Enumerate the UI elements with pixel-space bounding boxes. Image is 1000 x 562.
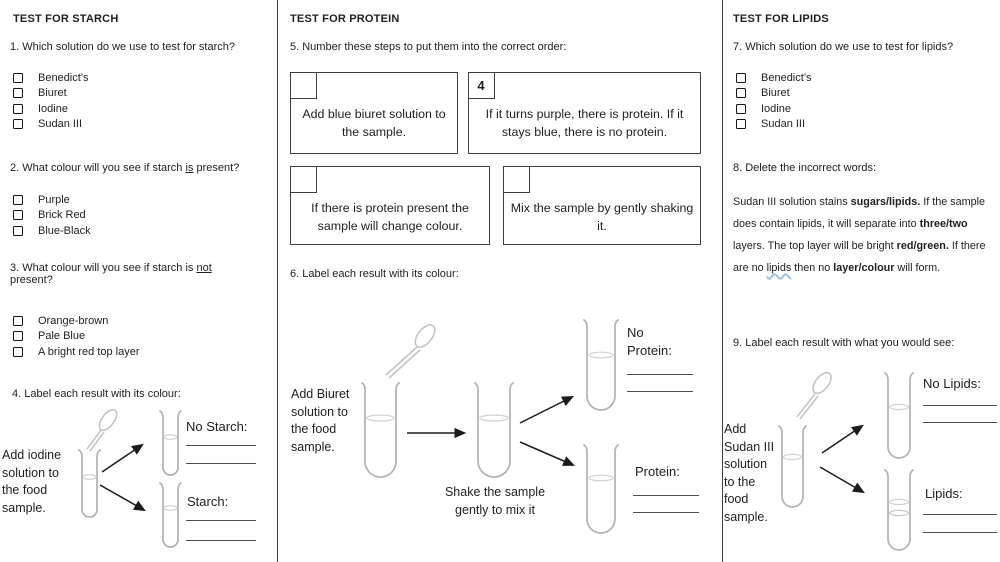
option-label: Purple — [38, 193, 70, 206]
option-row — [736, 70, 812, 86]
option-label: Sudan III — [38, 118, 83, 131]
question-1: 1. Which solution do we use to test for starch? — [10, 41, 236, 53]
question-3: 3. What colour will you see if starch is not present? — [10, 262, 212, 286]
answer-line[interactable] — [923, 514, 997, 515]
answer-line[interactable] — [186, 445, 256, 446]
test-tube — [584, 445, 618, 533]
question-2: 2. What colour will you see if starch is present? — [10, 162, 240, 174]
answer-line[interactable] — [923, 422, 997, 423]
starch-instruction: Add iodine solution to the food sample. — [2, 448, 62, 515]
question-6: 6. Label each result with its colour: — [290, 268, 459, 280]
step-text: Add blue biuret solution to the sample. — [302, 107, 446, 139]
option-label: Iodine — [38, 102, 68, 115]
option-label: Blue-Black — [38, 224, 91, 237]
answer-line[interactable] — [627, 391, 693, 392]
option-row — [736, 86, 812, 102]
question-3-options — [13, 313, 140, 360]
section-title-starch: TEST FOR STARCH — [13, 13, 119, 25]
test-tube — [475, 383, 513, 477]
order-number-field[interactable] — [503, 166, 530, 193]
option-row — [13, 223, 91, 239]
pipette-icon — [386, 321, 439, 378]
question-8: 8. Delete the incorrect words: — [733, 162, 877, 174]
test-tube — [160, 411, 181, 475]
question-8-paragraph: Sudan III solution stains sugars/lipids. If the sample does contain lipids, it will separate into three/two layers. The top layer will be bright red/green. If there are no lipids then no layer/colour will form. — [733, 196, 986, 274]
arrow — [820, 426, 863, 492]
checkbox-icon[interactable] — [736, 73, 746, 83]
option-label: Biuret — [38, 87, 67, 100]
question-2-options — [13, 192, 91, 239]
checkbox-icon[interactable] — [13, 73, 23, 83]
option-row — [13, 208, 91, 224]
option-label: Sudan III — [761, 118, 806, 131]
protein-instruction: Add Biuret solution to the food sample. — [291, 387, 350, 454]
spellcheck-underline: lipids — [766, 262, 792, 274]
question-5: 5. Number these steps to put them into the correct order: — [290, 41, 567, 53]
checkbox-icon[interactable] — [13, 331, 23, 341]
checkbox-icon[interactable] — [13, 88, 23, 98]
step-text: Mix the sample by gently shaking it. — [510, 201, 694, 233]
option-label: Benedict’s — [761, 71, 812, 84]
checkbox-icon[interactable] — [13, 104, 23, 114]
lipids-label: Lipids: — [925, 486, 963, 501]
starch-label: Starch: — [187, 494, 229, 509]
option-label: Orange-brown — [38, 314, 109, 327]
question-7-options — [736, 70, 812, 132]
test-tube — [362, 383, 399, 477]
option-row — [13, 70, 89, 86]
checkbox-icon[interactable] — [736, 104, 746, 114]
no-starch-label: No Starch: — [186, 419, 248, 434]
option-row — [13, 101, 89, 117]
lipids-instruction: Add Sudan III solution to the food sample. — [724, 422, 775, 524]
option-label: Biuret — [761, 87, 790, 100]
option-row — [736, 117, 812, 133]
answer-line[interactable] — [633, 512, 699, 513]
test-tube — [584, 320, 618, 410]
option-row — [13, 117, 89, 133]
order-number-field[interactable]: 4 — [468, 72, 495, 99]
section-title-lipids: TEST FOR LIPIDS — [733, 13, 829, 25]
shake-label: Shake the sample gently to mix it — [444, 485, 546, 517]
pipette-icon — [797, 370, 835, 419]
option-row — [13, 329, 140, 345]
step-box — [290, 72, 458, 154]
answer-line[interactable] — [186, 540, 256, 541]
checkbox-icon[interactable] — [13, 347, 23, 357]
step-box — [468, 72, 701, 154]
option-row — [13, 313, 140, 329]
pipette-icon — [87, 407, 120, 451]
test-tube — [79, 450, 100, 517]
order-number-field[interactable] — [290, 72, 317, 99]
checkbox-icon[interactable] — [13, 195, 23, 205]
answer-line[interactable] — [186, 520, 256, 521]
section-title-protein: TEST FOR PROTEIN — [290, 13, 400, 25]
step-box — [290, 166, 490, 245]
question-1-options — [13, 70, 89, 132]
answer-line[interactable] — [923, 532, 997, 533]
option-row — [13, 86, 89, 102]
arrow — [407, 397, 573, 465]
step-text: If it turns purple, there is protein. If it stays blue, there is no protein. — [485, 107, 684, 139]
step-box — [503, 166, 701, 245]
option-label: Benedict’s — [38, 71, 89, 84]
starch-diagram — [0, 403, 277, 562]
arrow — [100, 445, 144, 510]
option-label: A bright red top layer — [38, 345, 140, 358]
option-row — [736, 101, 812, 117]
no-lipids-label: No Lipids: — [923, 376, 981, 391]
test-tube — [885, 373, 913, 458]
question-4: 4. Label each result with its colour: — [12, 388, 181, 400]
checkbox-icon[interactable] — [13, 210, 23, 220]
test-tube — [160, 483, 181, 547]
step-text: If there is protein present the sample will change colour. — [311, 201, 469, 233]
no-protein-label: No Protein: — [627, 325, 672, 358]
order-number-field[interactable] — [290, 166, 317, 193]
answer-line[interactable] — [186, 463, 256, 464]
option-label: Pale Blue — [38, 330, 86, 343]
answer-line[interactable] — [627, 374, 693, 375]
option-row — [13, 344, 140, 360]
option-label: Brick Red — [38, 209, 86, 222]
column-divider-left — [277, 0, 278, 562]
checkbox-icon[interactable] — [736, 119, 746, 129]
option-row — [13, 192, 91, 208]
test-tube — [885, 470, 913, 550]
question-9: 9. Label each result with what you would see: — [733, 337, 955, 349]
lipids-diagram — [722, 360, 1000, 562]
answer-line[interactable] — [633, 495, 699, 496]
checkbox-icon[interactable] — [13, 226, 23, 236]
checkbox-icon[interactable] — [736, 88, 746, 98]
option-label: Iodine — [761, 102, 791, 115]
test-tube — [779, 426, 806, 507]
answer-line[interactable] — [923, 405, 997, 406]
protein-diagram — [280, 300, 722, 562]
checkbox-icon[interactable] — [13, 119, 23, 129]
question-7: 7. Which solution do we use to test for lipids? — [733, 41, 954, 53]
checkbox-icon[interactable] — [13, 316, 23, 326]
protein-label: Protein: — [635, 464, 680, 479]
